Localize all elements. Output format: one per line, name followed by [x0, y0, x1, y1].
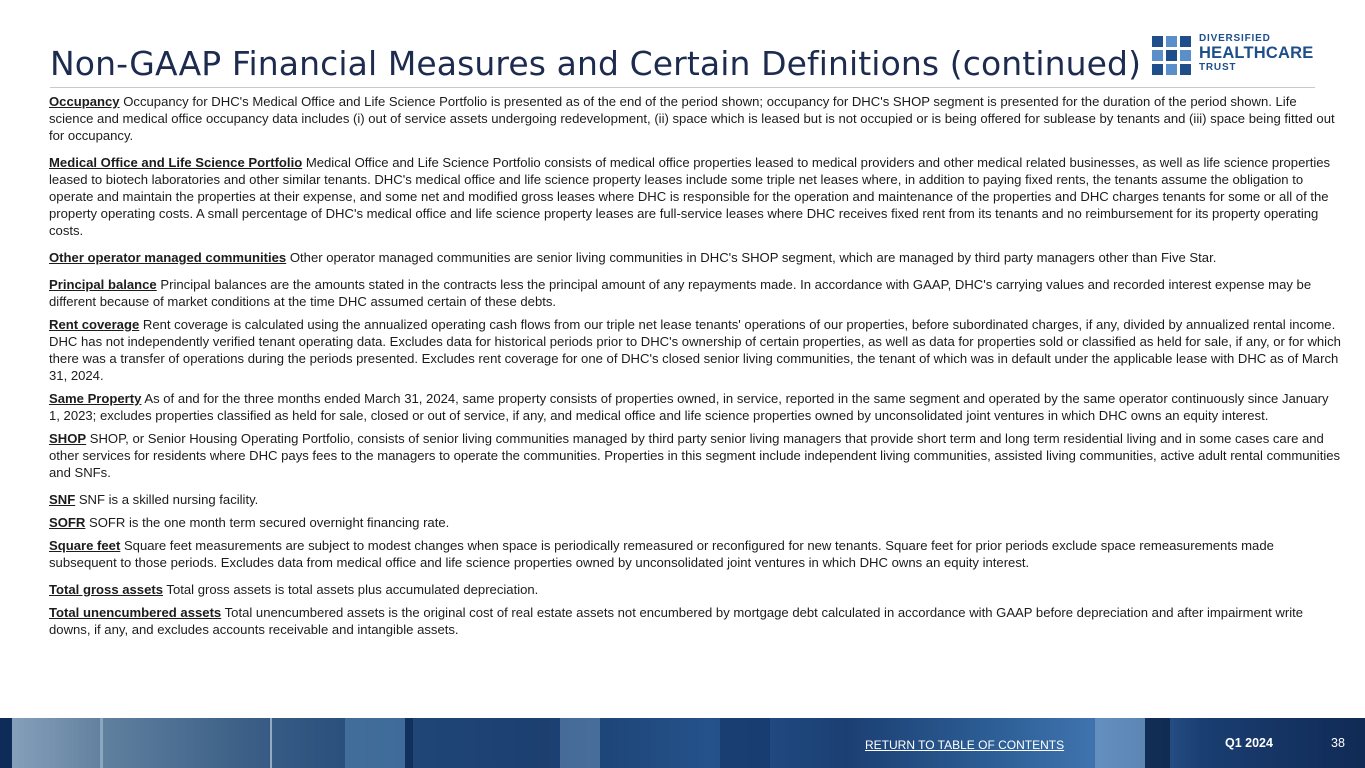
- definition-term: Rent coverage: [49, 317, 140, 332]
- footer-banner: [0, 718, 1365, 768]
- company-logo: [1152, 33, 1322, 76]
- definition-rent-coverage: [49, 316, 1341, 384]
- definition-text: Other operator managed communities are senior living communities in DHC's SHOP segment, which are managed by third party managers other than Five Star.: [286, 250, 1217, 265]
- page-title: Non-GAAP Financial Measures and Certain Definitions (continued): [50, 44, 1142, 83]
- definition-term: Total unencumbered assets: [49, 605, 222, 620]
- definition-occupancy: [49, 93, 1341, 144]
- definition-term: Total gross assets: [49, 582, 164, 597]
- definition-term: Medical Office and Life Science Portfolio: [49, 155, 303, 170]
- definition-principal-balance: [49, 276, 1341, 310]
- definition-term: SNF: [49, 492, 76, 507]
- definition-same-property: [49, 390, 1341, 424]
- definition-term: Square feet: [49, 538, 121, 553]
- logo-mark-icon: [1152, 36, 1191, 75]
- logo-text-line2: HEALTHCARE: [1199, 44, 1314, 62]
- definitions-list: [49, 93, 1341, 638]
- logo-text-line3: TRUST: [1199, 61, 1237, 73]
- title-divider: [50, 87, 1315, 88]
- definition-term: Principal balance: [49, 277, 157, 292]
- definition-term: Occupancy: [49, 94, 120, 109]
- definition-sofr: [49, 514, 1341, 531]
- logo-text-line1: DIVERSIFIED: [1199, 33, 1271, 44]
- definition-text: Total gross assets is total assets plus accumulated depreciation.: [163, 582, 539, 597]
- definition-shop: [49, 430, 1341, 481]
- quarter-label: Q1 2024: [1225, 736, 1273, 750]
- definition-total-gross-assets: [49, 581, 1341, 598]
- definition-text: Principal balances are the amounts stated in the contracts less the principal amount of any repayments made. In accordance with GAAP, DHC's carrying values and recorded interest expense may be different because of market conditions at the time DHC assumed certain of these debts.: [49, 277, 1312, 309]
- definition-text: Medical Office and Life Science Portfolio consists of medical office properties leased to medical providers and other medical related businesses, as well as life science properties leased to biotech laboratories and other similar tenants. DHC's medical office and life science property leases include some triple net leases where, in addition to paying fixed rents, the tenants assume the obligation to operate and maintain the properties at their expense, and some net and modified gross leases where DHC is responsible for the operation and maintenance of the properties and DHC charges tenants for some or all of the property operating costs. A small percentage of DHC's medical office and life science property leases are full-service leases where DHC receives fixed rent from its tenants and no reimbursement for its property operating costs.: [49, 155, 1331, 238]
- definition-snf: [49, 491, 1341, 508]
- definition-term: Same Property: [49, 391, 142, 406]
- definition-text: SOFR is the one month term secured overnight financing rate.: [85, 515, 450, 530]
- definition-term: SOFR: [49, 515, 86, 530]
- definition-square-feet: [49, 537, 1341, 571]
- definition-text: SHOP, or Senior Housing Operating Portfolio, consists of senior living communities managed by third party senior living managers that provide short term and long term residential living and in some cases care and other services for residents where DHC pays fees to the managers to operate the communities. Properties in this segment include independent living communities, assisted living communities, active adult rental communities and SNFs.: [49, 431, 1341, 480]
- definition-text: Rent coverage is calculated using the annualized operating cash flows from our triple net lease tenants' operations of our properties, before subordinated charges, if any, divided by annualized rental income. DHC has not independently verified tenant operating data. Excludes data for historical periods prior to DHC's ownership of certain properties, as well as data for properties sold or classified as held for sale, if any, or for which there was a transfer of operations during the periods presented. Excludes rent coverage for one of DHC's closed senior living communities, the tenant of which was in default under the applicable lease with DHC as of March 31, 2024.: [49, 317, 1341, 383]
- definition-medical-office-portfolio: [49, 154, 1341, 239]
- definition-total-unencumbered-assets: [49, 604, 1341, 638]
- definition-other-operator: [49, 249, 1341, 266]
- definition-text: Occupancy for DHC's Medical Office and Life Science Portfolio is presented as of the end of the period shown; occupancy for DHC's SHOP segment is presented for the duration of the period shown. Life science and medical office occupancy data includes (i) out of service assets undergoing redevelopment, (ii) space which is leased but is not occupied or is being offered for sublease by tenants and (iii) space being fitted out for occupancy.: [49, 94, 1335, 143]
- definition-text: As of and for the three months ended March 31, 2024, same property consists of properties owned, in service, reported in the same segment and operated by the same operator continuously since January 1, 2023; excludes properties classified as held for sale, closed or out of service, if any, and medical office and life science properties owned by unconsolidated joint ventures in which DHC owns an equity interest.: [49, 391, 1329, 423]
- definition-text: Square feet measurements are subject to modest changes when space is periodically remeasured or reconfigured for new tenants. Square feet for prior periods exclude space remeasurements made subsequent to those periods. Excludes data from medical office and life science properties owned by unconsolidated joint ventures in which DHC owns an equity interest.: [49, 538, 1274, 570]
- page-number: 38: [1331, 736, 1345, 750]
- return-to-toc-link[interactable]: RETURN TO TABLE OF CONTENTS: [865, 738, 1065, 752]
- definition-text: Total unencumbered assets is the original cost of real estate assets not encumbered by mortgage debt calculated in accordance with GAAP before depreciation and after impairment write downs, if any, and excludes accounts receivable and intangible assets.: [49, 605, 1304, 637]
- definition-term: Other operator managed communities: [49, 250, 287, 265]
- definition-term: SHOP: [49, 431, 87, 446]
- definition-text: SNF is a skilled nursing facility.: [75, 492, 259, 507]
